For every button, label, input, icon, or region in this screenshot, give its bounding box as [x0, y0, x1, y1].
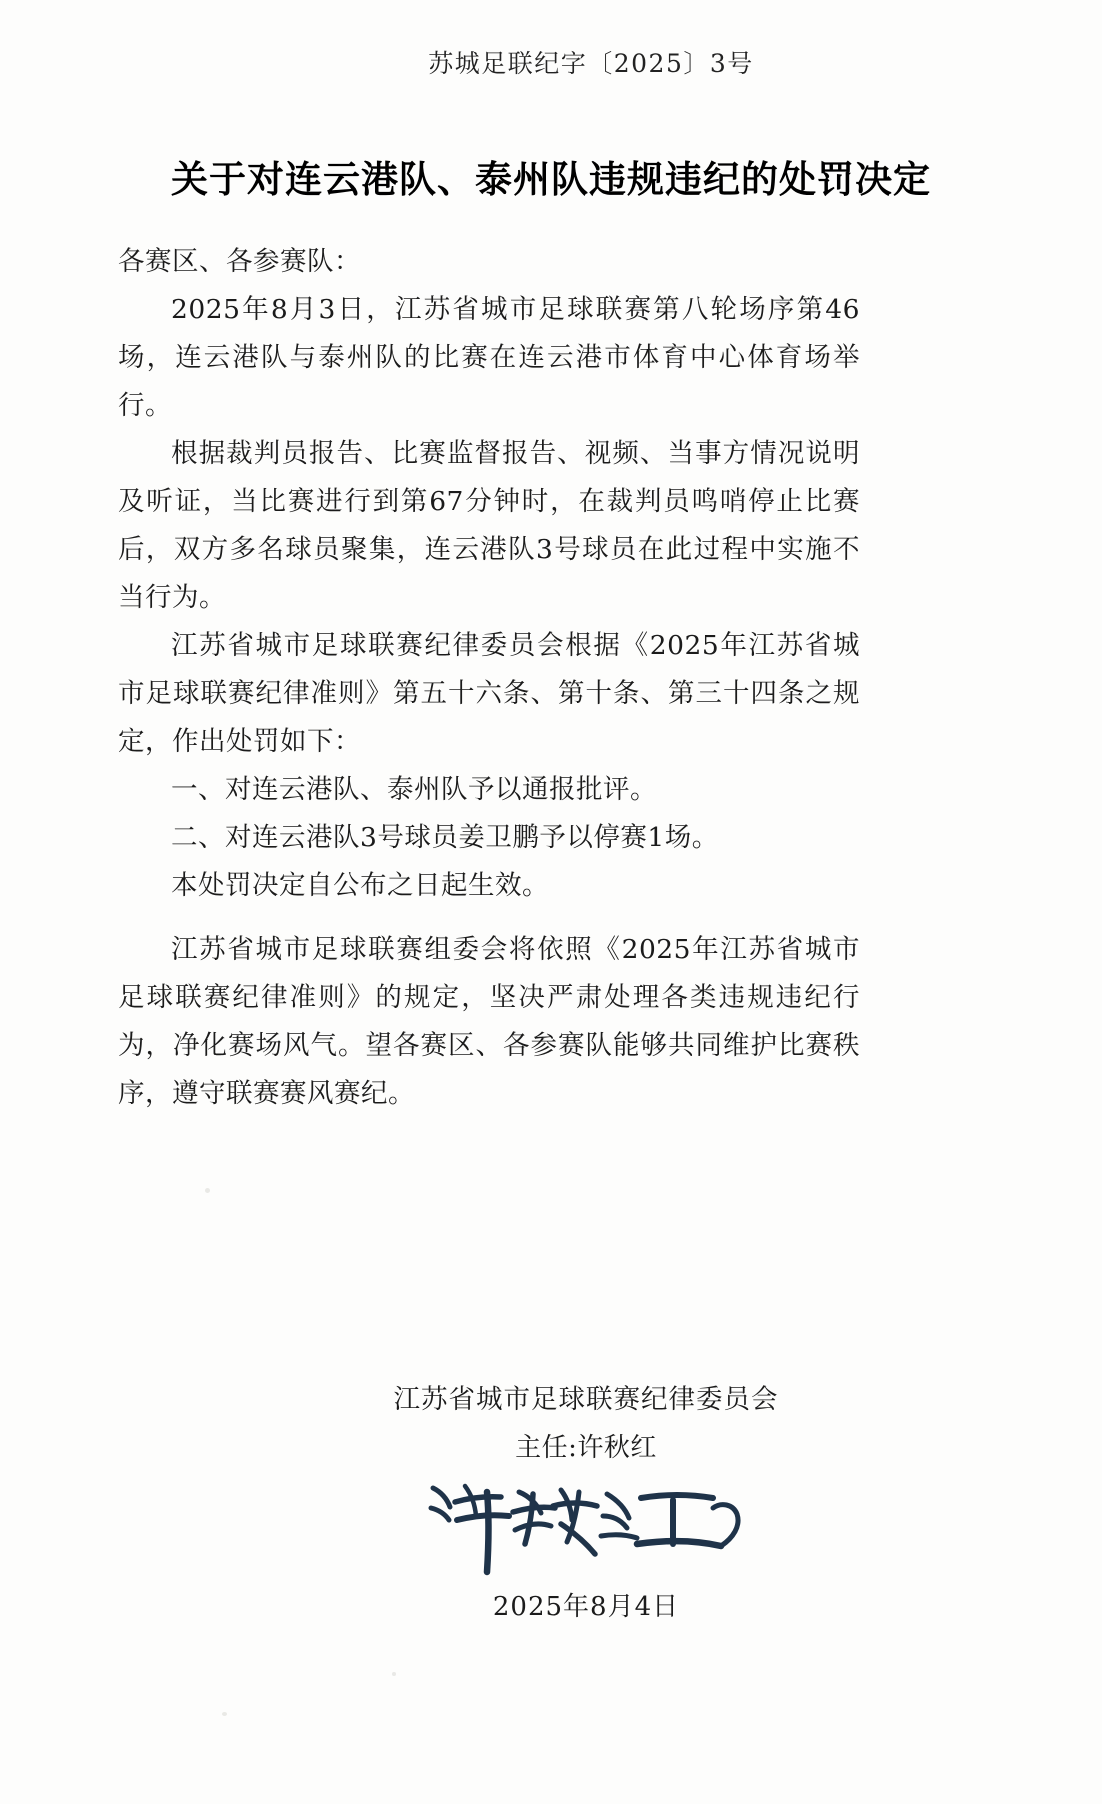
scan-speck: [205, 1188, 210, 1193]
chairman-name: 主任:许秋红: [515, 1433, 657, 1463]
document-title-row: [0, 124, 1102, 228]
penalty-item-2: 二、对连云港队3号球员姜卫鹏予以停赛1场。: [171, 822, 719, 853]
scan-speck: [392, 1672, 396, 1676]
paragraph-match-info: 2025年8月3日，江苏省城市足球联赛第八轮场序第46场，连云港队与泰州队的比赛在连云港市体育中心体育场举行。: [118, 294, 860, 421]
scan-speck: [222, 1712, 227, 1716]
salutation: 各赛区、各参赛队：: [118, 246, 361, 277]
paragraph-closing-statement: 江苏省城市足球联赛组委会将依照《2025年江苏省城市足球联赛纪律准则》的规定，坚决严肃处理各类违规违纪行为，净化赛场风气。望各赛区、各参赛队能够共同维护比赛秩序，遵守联赛赛风赛纪。: [118, 934, 860, 1109]
document-number-row: [0, 44, 1102, 80]
effective-note: 本处罚决定自公布之日起生效。: [171, 870, 549, 901]
document-body: [118, 238, 860, 1118]
handwritten-signature: [70, 1472, 1102, 1582]
paragraph-incident-description: 根据裁判员报告、比赛监督报告、视频、当事方情况说明及听证，当比赛进行到第67分钟时，在裁判员鸣哨停止比赛后，双方多名球员聚集，连云港队3号球员在此过程中实施不当行为。: [118, 438, 860, 613]
page-title: 关于对连云港队、泰州队违规违纪的处罚决定: [171, 157, 931, 201]
signature-date: 2025年8月4日: [492, 1592, 680, 1622]
paragraph-regulation-basis: 江苏省城市足球联赛纪律委员会根据《2025年江苏省城市足球联赛纪律准则》第五十六条、第十条、第三十四条之规定，作出处罚如下：: [118, 630, 860, 757]
issuing-organization: 江苏省城市足球联赛纪律委员会: [393, 1384, 779, 1415]
penalty-item-1: 一、对连云港队、泰州队予以通报批评。: [171, 774, 657, 805]
signature-ink-icon: [421, 1472, 751, 1582]
document-number: 苏城足联纪字〔2025〕3号: [428, 49, 754, 78]
signature-block: [0, 1378, 1102, 1623]
